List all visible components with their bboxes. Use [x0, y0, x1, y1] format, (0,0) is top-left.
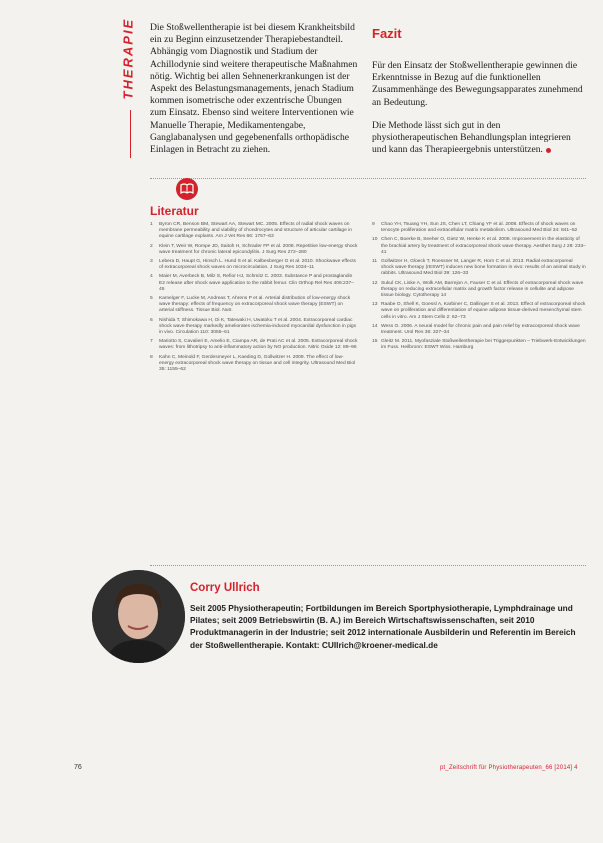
reference-number: 1 [150, 222, 153, 227]
reference-text: Nishida T, Shimokawa H, Oi K, Tatewaki H, Uwatoku T et al. 2004. Extracorporeal cardiac shock wave therapy markedly ameliorates ischemia-induced myocardial dysfunction in pigs in vivo. Circulation 110: 3055–61 [159, 317, 357, 336]
section-rule [130, 110, 131, 158]
reference-text: Chao YH, Tsuang YH, Sun JS, Chen LT, Chiang YF et al. 2008. Effects of shock waves on tenocyte proliferation and extracellular matrix metabolism. Ultrasound Med Biol 34: 841–52 [381, 222, 578, 234]
reference-number: 10 [372, 237, 378, 243]
reference-item [150, 355, 358, 374]
section-label-text: THERAPIE [120, 17, 136, 100]
portrait-image [92, 570, 185, 663]
reference-text: Raabe O, Shell K, Goessl A, Karbiner C, Dallinger S et al. 2013. Effect of extracorporeal shock wave on proliferation and differentiation of equine adipose tissue-derived mesenchymal stem cells in vitro. Am J Stem Cells 2: 62–73 [381, 302, 586, 320]
reference-item [150, 318, 358, 337]
reference-text: Byron CR, Benson BM, Stewart AA, Stewart MC. 2005. Effects of radial shock waves on membrane permeability and viability of chondrocytes and structure of articular cartilage in equine cartilage explants. Am J Vet Res 66: 1757–63 [159, 222, 353, 240]
book-icon [180, 183, 194, 195]
reference-text: Chen C, Boerke B, Seeher O, Gietz W, Henke K et al. 2008. Improvement in the elasticity of the brachial artery by treatment of extracorporeal shock wave therapy. Aesthet Surg J 28: 233–41 [381, 237, 586, 255]
reference-number: 4 [150, 274, 153, 280]
reference-text: Klein T, Weir W, Rompe JD, Saitoh H, Schrader FP et al. 2008. Repetitive low-energy shock wave treatment for chronic lateral epicondylitis. J Surg Res 272–280 [159, 243, 358, 255]
reference-item [372, 281, 586, 300]
reference-item [372, 222, 586, 234]
reference-item [150, 222, 358, 241]
fazit-paragraph-2 [372, 120, 584, 157]
reference-list-right [372, 222, 586, 355]
reference-list-left [150, 222, 358, 376]
reference-number: 5 [150, 296, 153, 302]
body-text-left: Die Stoßwellentherapie ist bei diesem Krankheitsbild ein zu Beginn einzusetzender Therapiebestandteil. Abhängig vom Diagnostik und Stadium der Achillodynie sind weitere therapeutische Maßnahmen nötig. Wichtig bei allen Sehnenerkrankungen ist der Aspekt des Belastungsmanagements, jenach Stadium kommen isometrische oder exzentrische Übungen zum Einsatz. Ebenso sind weitere Interventionen wie Manuelle Therapie, Medikamentengabe, Ganglabanalysen und gegebenenfalls orthopädische Einlagen in Betracht zu ziehen. [150, 22, 358, 156]
reference-item [372, 237, 586, 256]
reference-text: Sukul CK, Liske A, Wolk AM, Barrejon A, Fauser C et al. Effects of extracorporeal shock wave therapy on reducing extracellular matrix and growth factor release in cellulite and adipose tissue biology. Cytotherapy 14 [381, 280, 584, 299]
reference-item [150, 259, 358, 271]
reference-number: 2 [150, 243, 153, 249]
fazit-heading: Fazit [372, 26, 402, 41]
magazine-footer: pt_Zeitschrift für Physiotherapeuten_66 [2014] 4 [440, 765, 578, 771]
author-name: Corry Ullrich [190, 582, 260, 594]
fazit-paragraph-1: Für den Einsatz der Stoßwellentherapie gewinnen die Erkenntnisse in Bezug auf die funktionellen Zusammenhänge des Bewegungsapparates zunehmend an Bedeutung. [372, 60, 583, 108]
reference-text: Kamelger F, Lucke M, Andreas T, Ahrens P et al. Arterial distribution of low-energy shock wave therapy: effects of frequency on extracorporeal shock wave therapy (ESWT) on arterial stiffness. Tissue Biol. Nutr. [159, 296, 351, 314]
reference-text: Maier M, Averbeck B, Milz S, Refior HJ, Schmitz C. 2003. Substance P and prostaglandin E2 release after shock wave application to the rabbit femur. Clin Orthop Rel Res 406:237–45 [159, 274, 354, 292]
author-divider [150, 565, 586, 566]
section-divider [150, 178, 586, 179]
reference-text: Wess O. 2006. A neural model for chronic pain and pain relief by extracorporeal shock wave treatment. Urol Res 36: 327–34 [381, 323, 580, 336]
reference-number: 3 [150, 259, 153, 265]
page-number: 76 [74, 764, 82, 771]
reference-item [150, 274, 358, 293]
reference-item [150, 296, 358, 315]
reference-item [372, 339, 586, 351]
reference-text: Mariotto S, Cavalieri E, Amelio E, Ciampa AR, de Prati AC et al. 2005. Extracorporeal shock waves: from lithotripsy to anti-inflammatory action by NO production. Nitric Oxide 12: 89–96 [159, 339, 358, 351]
reference-number: 11 [372, 259, 378, 265]
literature-heading: Literatur [150, 204, 199, 218]
reference-number: 6 [150, 317, 153, 323]
reference-number: 9 [372, 222, 375, 227]
reference-number: 12 [372, 280, 378, 286]
author-bio: Seit 2005 Physiotherapeutin; Fortbildungen im Bereich Sportphysiotherapie, Lymphdrainage und Pilates; seit 2009 Betriebswirtin (B. A.) im Bereich Wirtschaftswissenschaften, seit 2010 Produktmanagerin in der Industrie; seit 2012 internationale Ausbilderin und Referentin im Bereich der Stoßwellentherapie. Kontakt: CUllrich@kroener-medical.de [190, 603, 576, 650]
reference-item [150, 339, 358, 351]
reference-item [372, 324, 586, 336]
reference-number: 7 [150, 339, 153, 345]
reference-item [150, 244, 358, 256]
reference-number: 14 [372, 323, 378, 329]
reference-item [372, 302, 586, 321]
reference-text: Lebera D, Haupt G, Hinsch L. Hund S et al. Kalbesberger G et al. 2010. Shockwave effects of extracorporeal shock waves on microcirculation. J Surg Res 1034–11 [159, 259, 357, 271]
reference-text: Gollwitzer H, Gloeck T, Roessner M, Langer R, Horn C et al. 2013. Radial extracorporeal shock wave therapy (rESWT) induces new bone formation in vivo: results of an animal study in rabbits. Ultrasound Med Biol 39: 126–33 [381, 259, 586, 277]
reference-text: Kahn C, Meinold F, Gerdesmeyer L, Kaeding D, Gollwitzer H. 2009. The effect of low-energy extracorporeal shock wave therapy on tissue and cell integrity. Ultrasound Med Biol 35: 1155–62 [159, 354, 356, 373]
reference-item [372, 259, 586, 278]
reference-text: Gleitz M. 2011. Myofasziale Stoßwellentherapie bei Triggerpunkten – Triebwerk-Entwicklungen im Fuss. Heilbronn: ESWT Wiss. Hamburg [381, 339, 586, 351]
reference-number: 15 [372, 339, 378, 345]
fazit-body [372, 60, 584, 167]
section-label [118, 17, 138, 102]
fazit-paragraph-2-text: Die Methode lässt sich gut in den physiotherapeutischen Behandlungsplan integrieren und kann das Therapieergebnis unterstützen. [372, 119, 571, 156]
reference-number: 13 [372, 302, 378, 308]
end-mark-icon [546, 148, 551, 153]
reference-number: 8 [150, 354, 153, 360]
literature-icon [176, 178, 198, 200]
author-photo [92, 570, 185, 663]
